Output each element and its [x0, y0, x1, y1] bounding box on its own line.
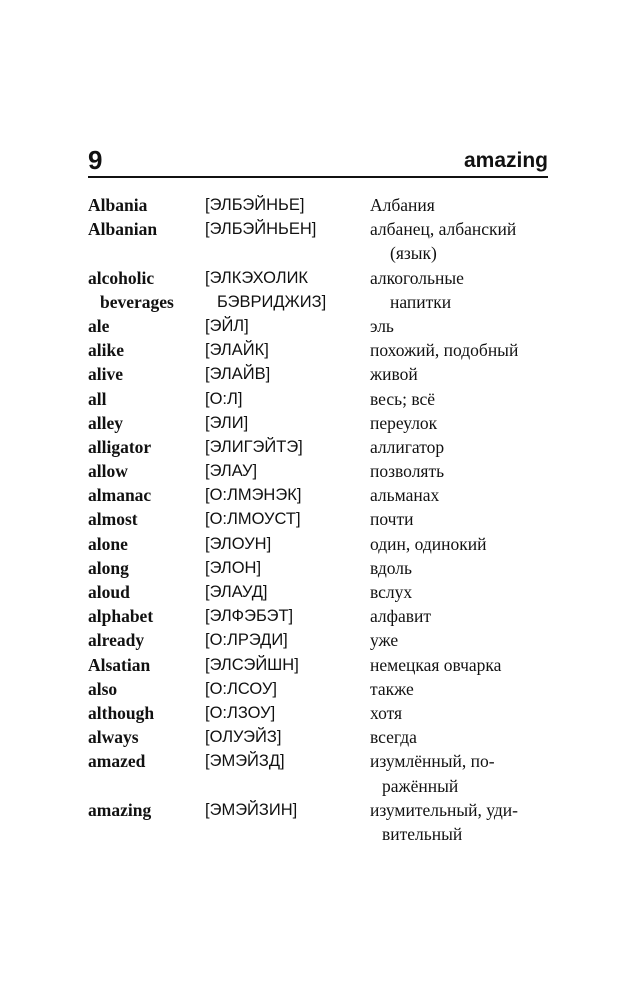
entry-pronunciation — [205, 532, 367, 556]
entry-headword — [88, 193, 206, 217]
entry-translation — [370, 314, 560, 338]
entry-headword — [88, 798, 206, 822]
entry-headword — [88, 556, 206, 580]
entry-translation — [370, 435, 560, 459]
entry-pronunciation-line: [ЭМЭЙЗД] — [205, 752, 285, 771]
entry-translation — [370, 677, 560, 701]
entry-translation-line: алкогольные — [370, 267, 464, 288]
dictionary-entry — [88, 556, 558, 580]
entry-headword-line: alley — [88, 412, 123, 433]
entry-translation-line: аллигатор — [370, 436, 445, 457]
entry-headword-line: although — [88, 702, 155, 723]
entry-headword — [88, 314, 206, 338]
entry-headword-line: Albania — [88, 195, 148, 215]
entry-pronunciation — [205, 653, 367, 677]
entry-translation-line: один, одинокий — [370, 533, 487, 554]
entry-translation — [370, 580, 560, 604]
entry-translation-line: уже — [370, 630, 399, 651]
entry-headword-line: already — [88, 630, 145, 651]
entry-pronunciation-line: [ЭЛБЭЙНЬЕ] — [205, 196, 305, 214]
dictionary-entry — [88, 459, 558, 483]
entry-headword-line: alone — [88, 533, 128, 554]
entry-pronunciation-line: [ЭМЭЙЗИН] — [205, 800, 298, 819]
dictionary-entry — [88, 677, 558, 701]
entry-headword — [88, 411, 206, 435]
entry-pronunciation-line: [ЭЛАУД] — [205, 583, 268, 602]
entry-pronunciation — [205, 677, 367, 701]
entry-pronunciation-line: [ЭЛАЙК] — [205, 341, 269, 360]
entry-headword-line: ale — [88, 315, 110, 336]
dictionary-entry — [88, 798, 558, 846]
entry-translation — [370, 338, 560, 362]
entry-headword — [88, 362, 206, 386]
entry-pronunciation-line: [О:Л] — [205, 389, 243, 408]
entry-translation-line: напитки — [390, 291, 452, 312]
entry-pronunciation — [205, 411, 367, 435]
entry-headword — [88, 532, 206, 556]
entry-headword-line: amazed — [88, 751, 146, 772]
entry-headword — [88, 217, 206, 241]
entry-translation-line: также — [370, 678, 414, 699]
entry-headword — [88, 628, 206, 652]
entry-pronunciation-line: [ОЛУЭЙЗ] — [205, 728, 282, 747]
entry-headword — [88, 725, 206, 749]
dictionary-entry — [88, 435, 558, 459]
dictionary-entry — [88, 701, 558, 725]
entry-translation — [370, 483, 560, 507]
entry-pronunciation-line: БЭВРИДЖИЗ] — [217, 292, 327, 311]
entry-pronunciation-line: [О:ЛМЭНЭК] — [205, 486, 302, 505]
entry-pronunciation — [205, 387, 367, 411]
entry-headword — [88, 749, 206, 773]
entry-pronunciation — [205, 749, 367, 773]
dictionary-entry — [88, 362, 558, 386]
dictionary-entry — [88, 532, 558, 556]
entry-translation — [370, 798, 560, 846]
entry-headword-line: beverages — [100, 291, 174, 312]
dictionary-entry — [88, 193, 558, 217]
entry-translation-line: альманах — [370, 485, 440, 506]
entry-translation — [370, 604, 560, 628]
entry-pronunciation — [205, 338, 367, 362]
dictionary-entries — [88, 193, 558, 846]
entry-translation-line: Албания — [370, 195, 435, 215]
entry-pronunciation-line: [О:ЛЗОУ] — [205, 703, 276, 722]
entry-headword — [88, 677, 206, 701]
dictionary-entry — [88, 628, 558, 652]
entry-pronunciation-line: [ЭЛФЭБЭТ] — [205, 607, 294, 626]
entry-pronunciation-line: [ЭЛИ] — [205, 413, 249, 432]
entry-pronunciation-line: [О:ЛСОУ] — [205, 679, 277, 698]
entry-headword — [88, 483, 206, 507]
entry-translation — [370, 725, 560, 749]
entry-headword — [88, 580, 206, 604]
entry-pronunciation-line: [ЭЛБЭЙНЬЕН] — [205, 220, 317, 239]
entry-headword — [88, 604, 206, 628]
entry-translation-line: изумительный, уди- — [370, 799, 518, 820]
entry-pronunciation — [205, 507, 367, 531]
entry-translation-line: переулок — [370, 412, 438, 433]
entry-headword — [88, 266, 206, 314]
entry-pronunciation — [205, 193, 367, 217]
entry-headword-line: always — [88, 727, 139, 748]
dictionary-entry — [88, 507, 558, 531]
entry-headword-line: also — [88, 678, 118, 699]
entry-headword-line: alcoholic — [88, 267, 155, 288]
entry-pronunciation — [205, 556, 367, 580]
entry-headword-line: all — [88, 388, 107, 409]
entry-headword-line: alligator — [88, 436, 152, 457]
entry-pronunciation-line: [ЭЛАУ] — [205, 462, 258, 481]
page-header — [88, 143, 548, 177]
entry-pronunciation-line: [ЭЛИГЭЙТЭ] — [205, 437, 303, 456]
entry-headword-line: alphabet — [88, 606, 154, 627]
entry-pronunciation-line: [ЭЛСЭЙШН] — [205, 655, 299, 674]
entry-pronunciation-line: [ЭЙЛ] — [205, 316, 249, 335]
entry-translation — [370, 387, 560, 411]
entry-pronunciation — [205, 725, 367, 749]
entry-translation-line: вдоль — [370, 557, 412, 578]
entry-translation — [370, 749, 560, 797]
entry-pronunciation — [205, 580, 367, 604]
entry-headword-line: Albanian — [88, 219, 158, 240]
entry-translation-line: албанец, албанский — [370, 219, 517, 240]
entry-pronunciation-line: [О:ЛМОУСТ] — [205, 510, 301, 529]
entry-translation-line: изумлённый, по- — [370, 751, 495, 772]
entry-translation — [370, 556, 560, 580]
entry-translation-line: похожий, подобный — [370, 340, 519, 361]
entry-headword-line: amazing — [88, 799, 152, 820]
entry-headword-line: allow — [88, 461, 128, 482]
entry-pronunciation — [205, 217, 367, 241]
entry-translation-line: вительный — [382, 823, 463, 844]
entry-headword — [88, 435, 206, 459]
entry-translation — [370, 507, 560, 531]
dictionary-entry — [88, 266, 558, 314]
entry-pronunciation — [205, 266, 367, 314]
entry-pronunciation — [205, 459, 367, 483]
entry-translation-line: ражённый — [382, 775, 459, 796]
dictionary-entry — [88, 604, 558, 628]
dictionary-entry — [88, 217, 558, 265]
dictionary-entry — [88, 653, 558, 677]
entry-translation-line: живой — [370, 364, 418, 385]
running-head: amazing — [463, 149, 548, 172]
entry-pronunciation-line: [ЭЛОН] — [205, 558, 262, 577]
entry-translation-line: позволять — [370, 461, 445, 482]
entry-pronunciation-line: [ЭЛКЭХОЛИК — [205, 268, 309, 287]
entry-translation — [370, 217, 560, 265]
dictionary-entry — [88, 314, 558, 338]
entry-translation — [370, 362, 560, 386]
entry-translation-line: весь; всё — [370, 388, 436, 409]
entry-translation-line: хотя — [370, 702, 403, 723]
dictionary-entry — [88, 725, 558, 749]
dictionary-entry — [88, 483, 558, 507]
entry-translation-line: всегда — [370, 727, 417, 748]
entry-translation — [370, 628, 560, 652]
entry-translation — [370, 459, 560, 483]
entry-translation-line: вслух — [370, 582, 413, 603]
entry-headword — [88, 507, 206, 531]
entry-translation-line: алфавит — [370, 606, 432, 627]
entry-headword-line: Alsatian — [88, 654, 151, 675]
entry-pronunciation — [205, 362, 367, 386]
entry-pronunciation — [205, 604, 367, 628]
entry-headword — [88, 701, 206, 725]
entry-translation — [370, 411, 560, 435]
entry-pronunciation — [205, 314, 367, 338]
entry-translation — [370, 701, 560, 725]
entry-headword-line: along — [88, 557, 129, 578]
entry-headword-line: almanac — [88, 485, 152, 506]
entry-pronunciation-line: [О:ЛРЭДИ] — [205, 631, 288, 650]
entry-pronunciation — [205, 628, 367, 652]
entry-headword — [88, 387, 206, 411]
entry-translation — [370, 653, 560, 677]
entry-headword-line: alive — [88, 364, 123, 385]
entry-translation — [370, 532, 560, 556]
entry-headword — [88, 459, 206, 483]
entry-pronunciation — [205, 435, 367, 459]
entry-pronunciation-line: [ЭЛАЙВ] — [205, 365, 271, 384]
dictionary-entry — [88, 387, 558, 411]
entry-pronunciation-line: [ЭЛОУН] — [205, 534, 272, 553]
entry-translation — [370, 266, 560, 314]
dictionary-entry — [88, 580, 558, 604]
entry-pronunciation — [205, 798, 367, 822]
entry-headword-line: aloud — [88, 582, 130, 603]
entry-pronunciation — [205, 483, 367, 507]
header-rule — [88, 176, 548, 178]
entry-headword — [88, 338, 206, 362]
entry-translation — [370, 193, 560, 217]
entry-headword-line: alike — [88, 340, 124, 361]
dictionary-entry — [88, 411, 558, 435]
dictionary-entry — [88, 338, 558, 362]
entry-translation-line: (язык) — [390, 243, 437, 264]
entry-translation-line: эль — [370, 315, 394, 336]
entry-headword-line: almost — [88, 509, 138, 530]
page-number: 9 — [88, 145, 103, 175]
dictionary-entry — [88, 749, 558, 797]
entry-translation-line: почти — [370, 509, 414, 530]
entry-pronunciation — [205, 701, 367, 725]
entry-headword — [88, 653, 206, 677]
entry-translation-line: немецкая овчарка — [370, 654, 502, 675]
